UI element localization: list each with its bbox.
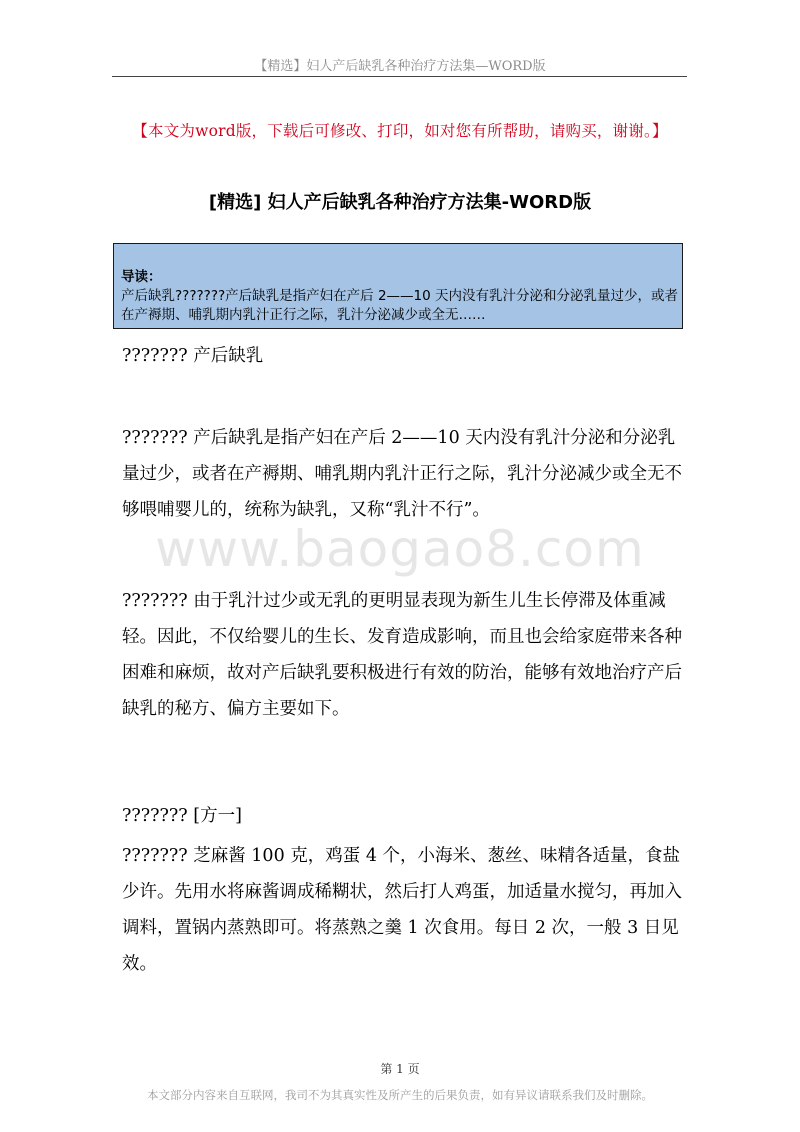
- page-number: 第 1 页: [380, 1062, 420, 1076]
- guide-label: 导读：: [121, 269, 162, 285]
- running-header: 【精选】妇人产后缺乳各种治疗方法集—WORD版: [254, 59, 546, 74]
- document-title: [精选] 妇人产后缺乳各种治疗方法集-WORD版: [208, 192, 592, 213]
- watermark: www.baogao8.com: [155, 520, 645, 578]
- paragraph-remedy-one: ??????? 芝麻酱 100 克，鸡蛋 4 个，小海米、葱丝、味精各适量，食盐少许。先用水将麻酱调成稀糊状，然后打人鸡蛋，加适量水搅匀，再加入调料，置锅内蒸熟即可。将蒸熟之羹 1 次食用。每日 2 次，一般 3 日见效。: [122, 846, 682, 974]
- guide-text: 产后缺乳???????产后缺乳是指产妇在产后 2——10 天内没有乳汁分泌和分泌乳量过少，或者在产褥期、哺乳期内乳汁正行之际，乳汁分泌减少或全无……: [121, 288, 679, 323]
- header-divider: [112, 76, 687, 77]
- download-notice: 【本文为word版，下载后可修改、打印，如对您有所帮助，请购买，谢谢。】: [132, 122, 668, 140]
- footer-disclaimer: 本文部分内容来自互联网，我司不为其真实性及所产生的后果负责，如有异议请联系我们及时删除。: [147, 1088, 653, 1102]
- paragraph-effects: ??????? 由于乳汁过少或无乳的更明显表现为新生儿生长停滞及体重减轻。因此，不仅给婴儿的生长、发育造成影响，而且也会给家庭带来各种困难和麻烦，故对产后缺乳要积极进行有效的防治，能够有效地治疗产后缺乳的秘方、偏方主要如下。: [122, 591, 682, 719]
- paragraph-definition: ??????? 产后缺乳是指产妇在产后 2——10 天内没有乳汁分泌和分泌乳量过少，或者在产褥期、哺乳期内乳汁正行之际，乳汁分泌减少或全无不够喂哺婴儿的，统称为缺乳，又称“乳汁不行”。: [122, 428, 682, 520]
- guide-summary-box: [113, 243, 683, 329]
- section-heading: ??????? 产后缺乳: [122, 346, 264, 366]
- remedy-heading: ??????? [方一]: [122, 806, 242, 826]
